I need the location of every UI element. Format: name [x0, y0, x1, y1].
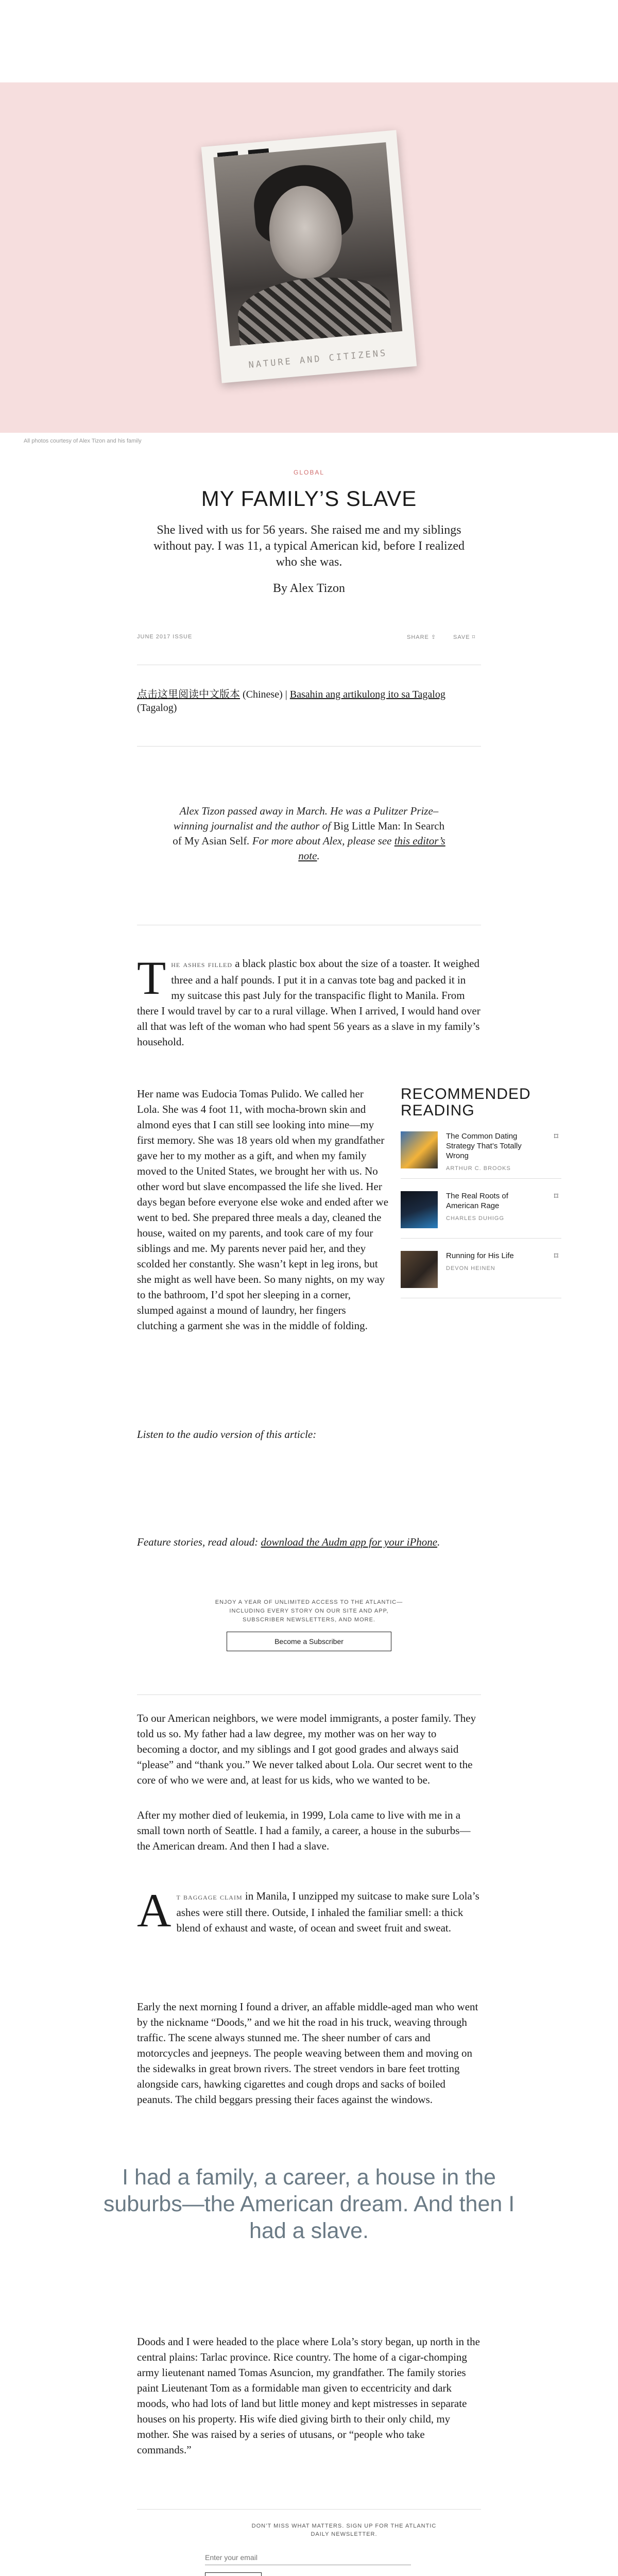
recommended-item[interactable]: [401, 1125, 561, 1179]
photo-credit: All photos courtesy of Alex Tizon and his family: [24, 438, 142, 444]
paragraph: Early the next morning I found a driver, an affable middle-aged man who went by the nickname “Doods,” and we hit the road in his truck, weaving through traffic. The scene always stunned me. The sheer number of cars and motorcycles and jeepneys. The people weaving between them and moving on the sidewalks in great brown rivers. The street vendors in bare feet trotting alongside cars, hawking cigarettes and cough drops and sacks of boiled peanuts. The child beggars pressing their faces against the windows.: [137, 2001, 478, 2106]
paragraph: Doods and I were headed to the place where Lola’s story began, up north in the central plains: Tarlac province. Rice country. The home of a cigar-chomping army lieutenant named Tomas Asuncion, my grandfather. The family stories paint Lieutenant Tom as a formidable man given to eccentricity and dark moods, who had lots of land but little money and kept mistresses in separate houses on his property. His wife died giving birth to their only child, my mother. She was raised by a series of utusans, or “people who take commands.”: [137, 2335, 480, 2456]
audm-app-link[interactable]: download the Audm app for your iPhone: [261, 1536, 438, 1548]
lead-in: he ashes filled: [171, 959, 233, 969]
recommended-item-author: ARTHUR C. BROOKS: [446, 1165, 511, 1172]
recommended-item-author: DEVON HEINEN: [446, 1265, 495, 1272]
subscription-promo: [137, 1592, 481, 1695]
article-header: [0, 469, 618, 596]
recommended-item[interactable]: [401, 1245, 561, 1298]
hero-banner: [0, 82, 618, 433]
book-title: Big Little Man: In Search of My Asian Self: [173, 820, 445, 847]
paragraph: A t baggage claim in Manila, I unzipped my suitcase to make sure Lola’s ashes were still there. Outside, I inhaled the familiar smell: a thick blend of exhaust and waste, of ocean and sweet fruit and sweat.: [137, 1884, 479, 1937]
email-input[interactable]: [205, 2550, 411, 2565]
bookmark-icon[interactable]: ⌑: [554, 1251, 558, 1261]
hero-photo: [201, 130, 417, 383]
lead-in: t baggage claim: [176, 1892, 243, 1902]
thumbnail-image[interactable]: [401, 1131, 438, 1168]
top-bar: [0, 0, 618, 82]
article-meta: [137, 632, 481, 644]
paragraph: T he ashes filled a black plastic box about the size of a toaster. It weighed three and a half pounds. I put it in a canvas tote bag and packed it in my suitcase this past July for the transpacific flight to Manila. From there I would travel by car to a rural village. When I arrived, I would hand over all that was left of the woman who had spent 56 years as a slave in my family’s household.: [137, 952, 480, 1048]
signup-button[interactable]: [205, 2572, 262, 2576]
photo-caption: NATURE AND CITIZENS: [248, 348, 388, 370]
section-label[interactable]: GLOBAL: [293, 469, 325, 476]
paragraph: Her name was Eudocia Tomas Pulido. We called her Lola. She was 4 foot 11, with mocha-brown skin and almond eyes that I can still see looking into mine—my first memory. She was 18 years old when my grandfather gave her to my mother as a gift, and when my family moved to the United States, we brought her with us. No other word but slave encompassed the life she lived. Her days began before everyone else woke and ended after we went to bed. She prepared three meals a day, cleaned the house, waited on my parents, and took care of my four siblings and me. My parents never paid her, and they scolded her constantly. She wasn’t kept in leg irons, but she might as well have been. So many nights, on my way to the bathroom, I’d spot her sleeping in a corner, slumped against a mound of laundry, her fingers clutching a garment she was in the middle of folding.: [137, 1088, 389, 1332]
byline[interactable]: By Alex Tizon: [272, 582, 346, 595]
thumbnail-image[interactable]: [401, 1191, 438, 1228]
drop-cap: T: [137, 952, 166, 1004]
chinese-translation-link[interactable]: 点击这里阅读中文版本: [137, 689, 240, 700]
recommended-reading: [401, 1086, 561, 1298]
newsletter-signup: [205, 2522, 483, 2576]
drop-cap: A: [137, 1884, 171, 1937]
bookmark-icon[interactable]: ⌑: [554, 1191, 558, 1201]
newsletter-heading: DON’T MISS WHAT MATTERS. SIGN UP FOR THE ATLANTIC DAILY NEWSLETTER.: [251, 2523, 437, 2537]
pull-quote: I had a family, a career, a house in the suburbs—the American dream. And then I had a slave.: [103, 2165, 515, 2243]
audio-prompt: Listen to the audio version of this article:: [137, 1428, 317, 1440]
recommended-item-author: CHARLES DUHIGG: [446, 1215, 505, 1222]
subscribe-button[interactable]: Become a Subscriber: [227, 1632, 391, 1651]
recommended-item-title[interactable]: The Common Dating Strategy That’s Totally Wrong: [446, 1132, 522, 1160]
divider: [137, 2509, 481, 2510]
promo-text: ENJOY A YEAR OF UNLIMITED ACCESS TO THE ATLANTIC—INCLUDING EVERY STORY ON OUR SITE AND APP, SUBSCRIBER NEWSLETTERS, AND MORE.: [215, 1599, 403, 1623]
tagalog-translation-link[interactable]: Basahin ang artikulong ito sa Tagalog: [289, 689, 445, 700]
share-icon: ⇪: [431, 634, 437, 640]
recommended-item-title[interactable]: The Real Roots of American Rage: [446, 1192, 508, 1210]
issue-label[interactable]: JUNE 2017 ISSUE: [137, 634, 193, 640]
translation-links: 点击这里阅读中文版本 (Chinese) | Basahin ang artikulong ito sa Tagalog (Tagalog): [137, 689, 445, 714]
article-dek: She lived with us for 56 years. She raised me and my siblings without pay. I was 11, a typical American kid, before I realized who she was.: [153, 523, 465, 569]
bookmark-icon[interactable]: ⌑: [554, 1131, 558, 1141]
portrait-image: [214, 142, 403, 346]
thumbnail-image[interactable]: [401, 1251, 438, 1288]
editor-note: Alex Tizon passed away in March. He was a Pulitzer Prize–winning journalist and the author of Big Little Man: In Search of My Asian Self. For more about Alex, please see this editor’s note.: [173, 805, 445, 862]
divider: [137, 746, 481, 747]
audm-note: Feature stories, read aloud: download the Audm app for your iPhone.: [137, 1536, 440, 1548]
paragraph: After my mother died of leukemia, in 1999, Lola came to live with me in a small town north of Seattle. I had a family, a career, a house in the suburbs—the American dream. And then I had a slave.: [137, 1809, 471, 1852]
article-title: MY FAMILY’S SLAVE: [201, 486, 417, 511]
bookmark-icon: ⌑: [472, 634, 476, 640]
recommended-item[interactable]: [401, 1185, 561, 1239]
recommended-item-title[interactable]: Running for His Life: [446, 1251, 514, 1260]
share-button[interactable]: SHARE ⇪: [407, 634, 437, 640]
save-button[interactable]: SAVE ⌑: [453, 634, 476, 640]
recommended-title: RECOMMENDED READING: [401, 1086, 531, 1119]
paragraph: To our American neighbors, we were model immigrants, a poster family. They told us so. My father had a law degree, my mother was on her way to becoming a doctor, and my siblings and I got good grades and always said “please” and “thank you.” We never talked about Lola. Our secret went to the core of who we were and, at least for us kids, who we wanted to be.: [137, 1712, 476, 1786]
editor-note-link[interactable]: this editor’s note: [298, 835, 445, 862]
